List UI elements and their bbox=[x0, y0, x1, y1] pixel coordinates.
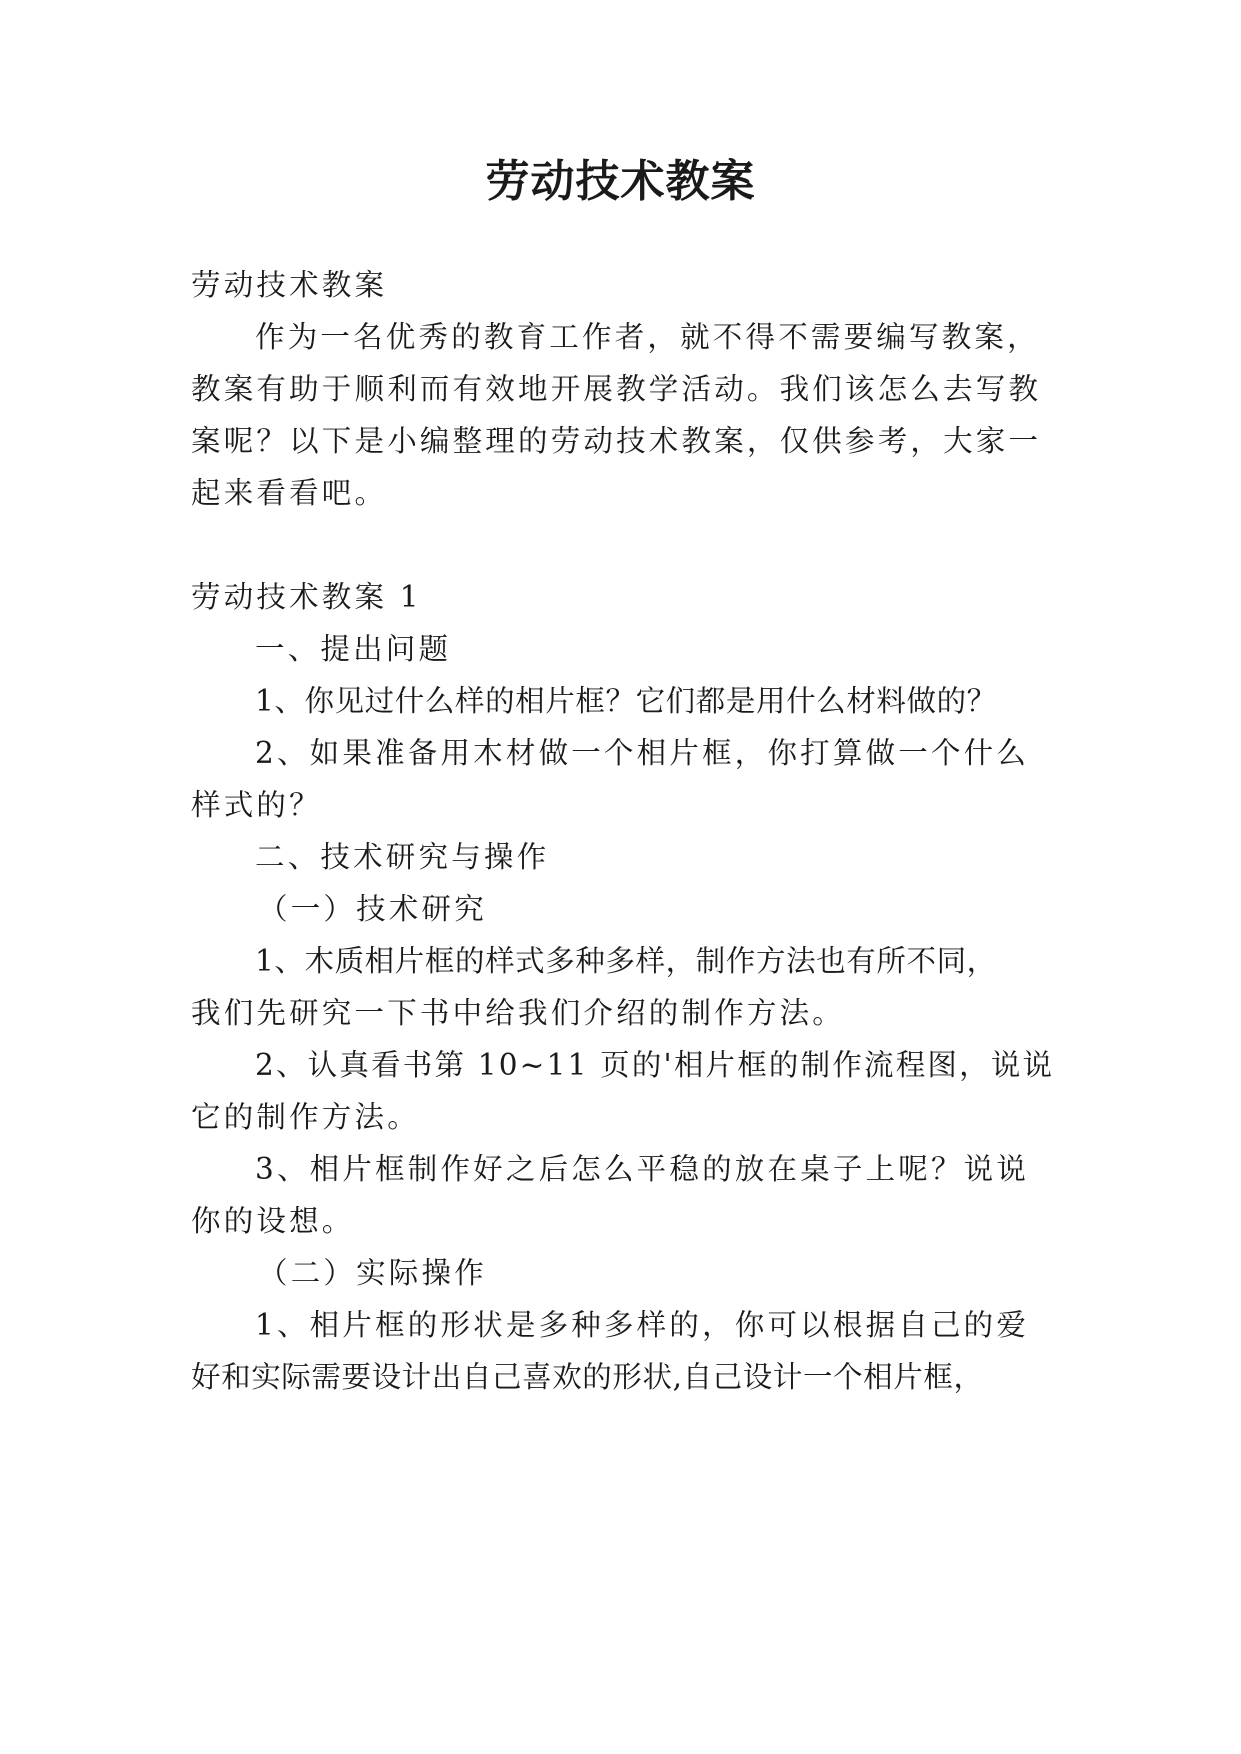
part-heading: 一、提出问题 bbox=[255, 632, 452, 666]
intro-line: 教案有助于顺利而有效地开展教学活动。我们该怎么去写教 bbox=[191, 372, 1042, 406]
intro-line: 案呢？以下是小编整理的劳动技术教案，仅供参考，大家一 bbox=[191, 424, 1042, 458]
lesson-heading: 劳动技术教案 1 bbox=[191, 580, 422, 614]
paragraph-line: 1、相片框的形状是多种多样的，你可以根据自己的爱 bbox=[255, 1308, 1030, 1342]
paragraph-line: 2、认真看书第 10~11 页的'相片框的制作流程图，说说 bbox=[255, 1048, 1055, 1082]
paragraph-line: 1、木质相片框的样式多种多样，制作方法也有所不同， bbox=[255, 944, 997, 978]
paragraph-line: 样式的？ bbox=[191, 788, 322, 822]
paragraph-line: 它的制作方法。 bbox=[191, 1100, 420, 1134]
paragraph-line: 3、相片框制作好之后怎么平稳的放在桌子上呢？说说 bbox=[255, 1152, 1030, 1186]
section-heading: 劳动技术教案 bbox=[191, 268, 388, 302]
intro-line: 起来看看吧。 bbox=[191, 476, 388, 510]
part-heading: 二、技术研究与操作 bbox=[255, 840, 550, 874]
paragraph-line: 我们先研究一下书中给我们介绍的制作方法。 bbox=[191, 996, 846, 1030]
intro-line: 作为一名优秀的教育工作者，就不得不需要编写教案， bbox=[255, 320, 1040, 354]
document-title: 劳动技术教案 bbox=[485, 156, 756, 207]
paragraph-line: 好和实际需要设计出自己喜欢的形状,自己设计一个相片框， bbox=[191, 1360, 984, 1394]
paragraph-line: 1、你见过什么样的相片框？它们都是用什么材料做的？ bbox=[255, 684, 997, 718]
paragraph-line: 你的设想。 bbox=[191, 1204, 355, 1238]
subsection-heading: （二）实际操作 bbox=[258, 1256, 487, 1290]
paragraph-line: 2、如果准备用木材做一个相片框，你打算做一个什么 bbox=[255, 736, 1030, 770]
subsection-heading: （一）技术研究 bbox=[258, 892, 487, 926]
